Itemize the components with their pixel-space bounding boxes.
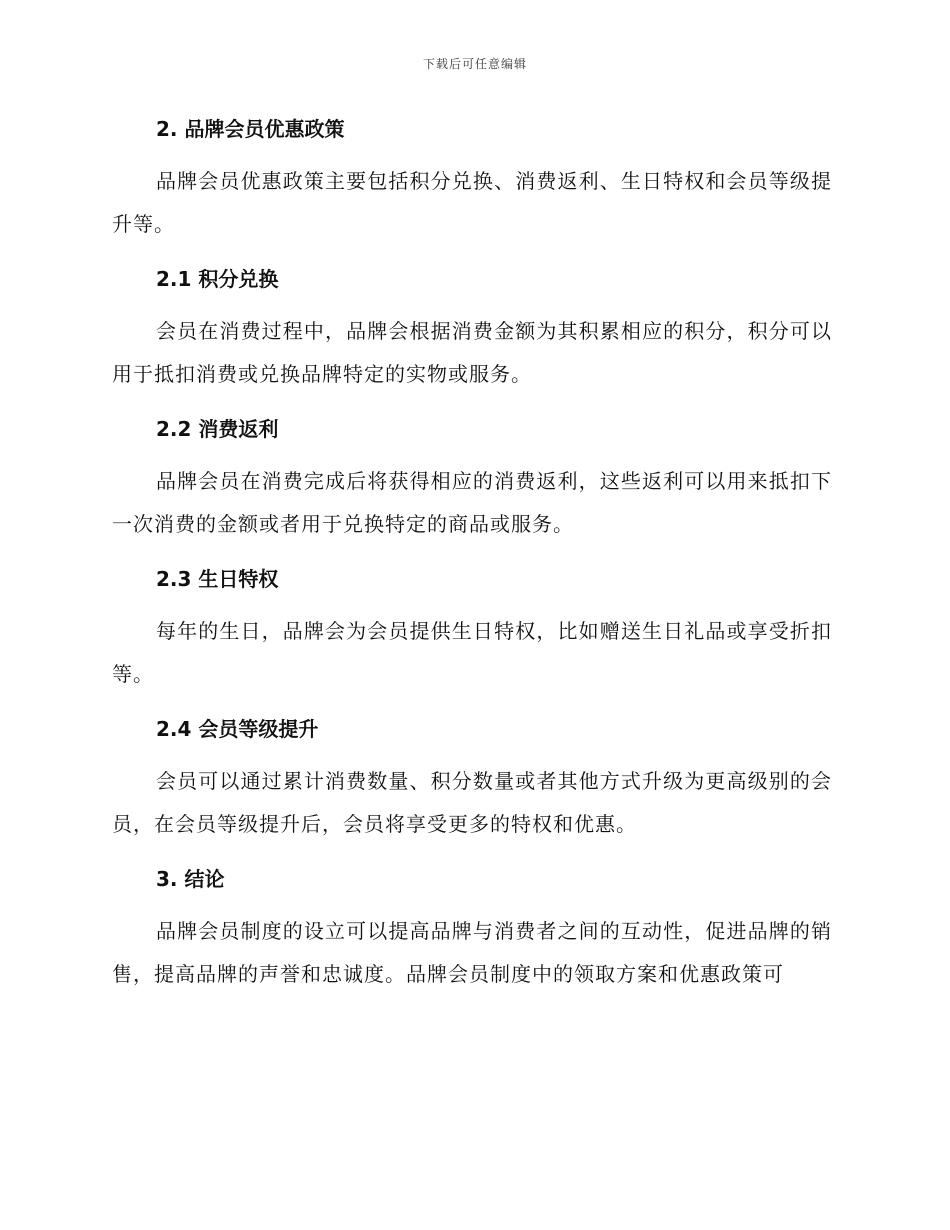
- section-heading: 2.3 生日特权: [156, 567, 279, 591]
- section-paragraph: 品牌会员在消费完成后将获得相应的消费返利，这些返利可以用来抵扣下一次消费的金额或者用于兑换特定的商品或服务。: [112, 469, 832, 536]
- section-heading: 3. 结论: [156, 867, 225, 891]
- section-heading: 2.4 会员等级提升: [156, 717, 319, 741]
- section-paragraph: 会员在消费过程中，品牌会根据消费金额为其积累相应的积分，积分可以用于抵扣消费或兑换品牌特定的实物或服务。: [112, 319, 832, 386]
- section-paragraph: 品牌会员制度的设立可以提高品牌与消费者之间的互动性，促进品牌的销售，提高品牌的声誉和忠诚度。品牌会员制度中的领取方案和优惠政策可: [112, 919, 832, 986]
- section-paragraph: 品牌会员优惠政策主要包括积分兑换、消费返利、生日特权和会员等级提升等。: [112, 169, 832, 236]
- section-paragraph: 每年的生日，品牌会为会员提供生日特权，比如赠送生日礼品或享受折扣等。: [112, 619, 832, 686]
- document-body: [112, 108, 832, 1008]
- section-heading: 2.2 消费返利: [156, 417, 279, 441]
- section-paragraph: 会员可以通过累计消费数量、积分数量或者其他方式升级为更高级别的会员，在会员等级提升后，会员将享受更多的特权和优惠。: [112, 769, 832, 836]
- section-heading: 2. 品牌会员优惠政策: [156, 117, 345, 141]
- section-heading: 2.1 积分兑换: [156, 267, 279, 291]
- page-header-note: 下载后可任意编辑: [422, 57, 527, 71]
